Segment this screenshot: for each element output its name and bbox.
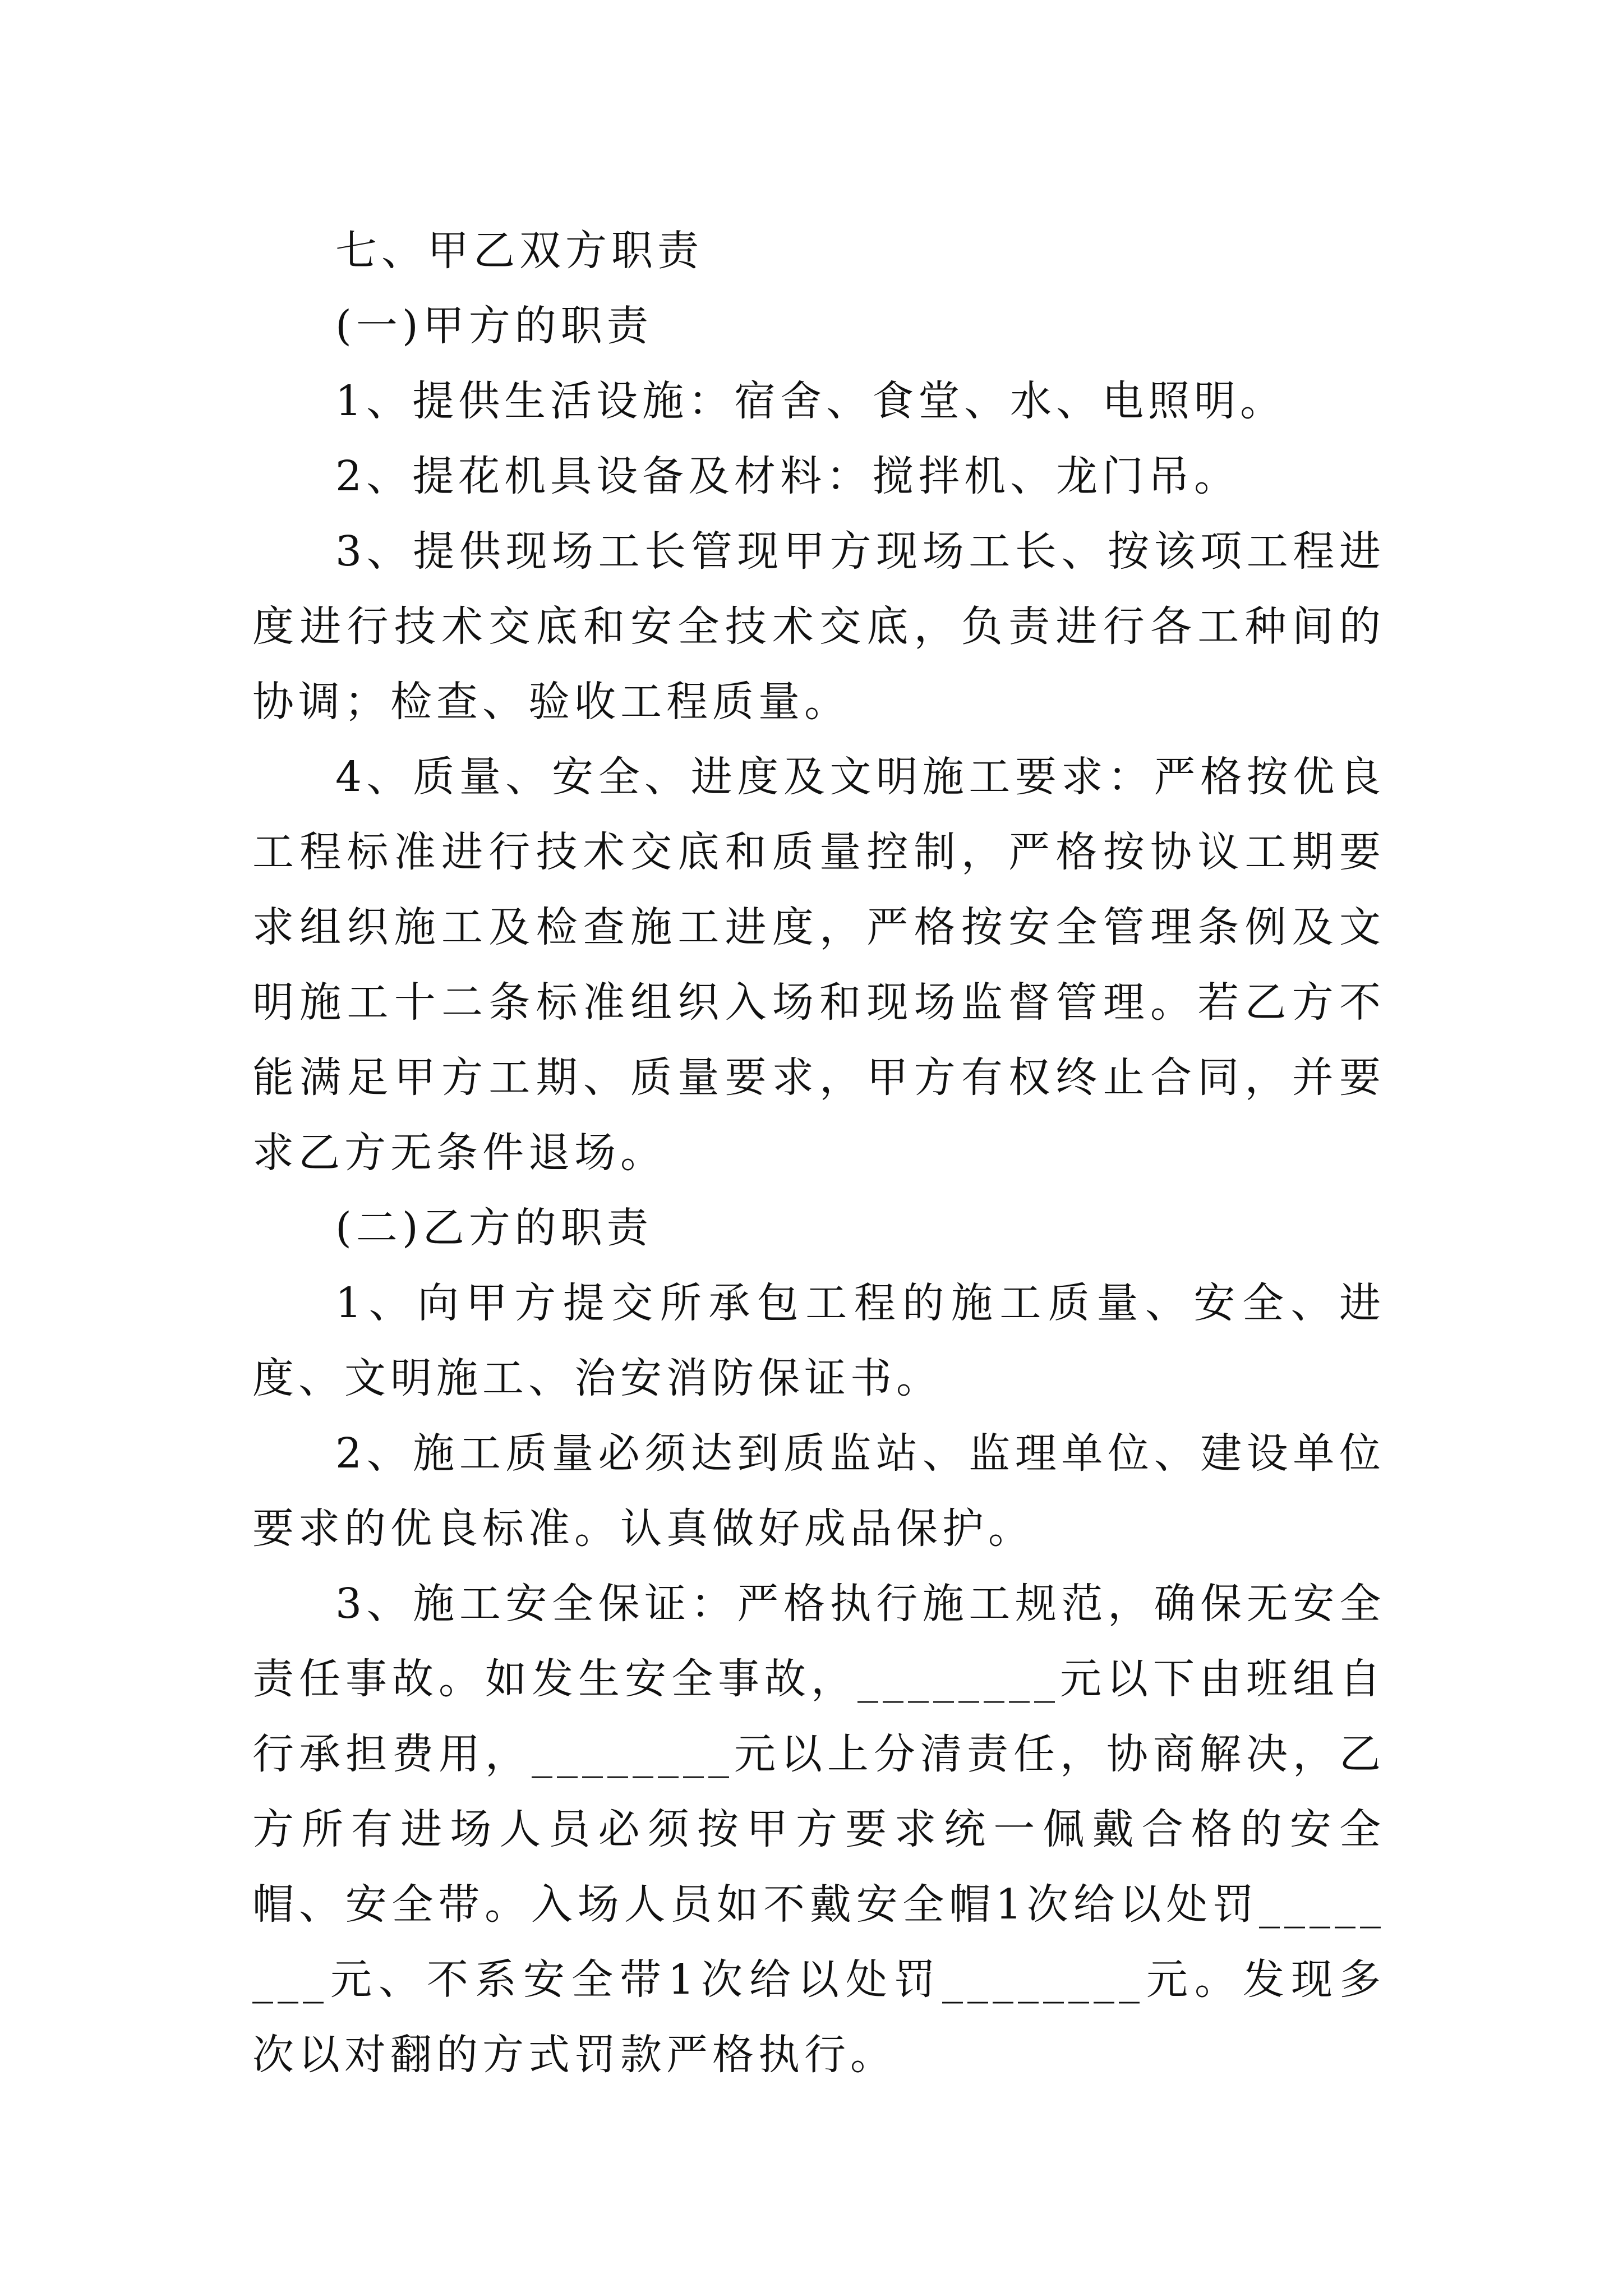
- party-a-item-2: 2、提花机具设备及材料：搅拌机、龙门吊。: [335, 452, 1241, 500]
- subheading-party-a-duties: (一)甲方的职责: [335, 302, 653, 350]
- subheading-party-b-duties: (二)乙方的职责: [335, 1204, 653, 1252]
- section-heading-duties: 七、甲乙双方职责: [335, 227, 703, 275]
- party-b-item-3: 3、施工安全保证：严格执行施工规范，确保无安全责任事故。如发生安全事故，________元以下由班组自行承担费用，________元以上分清责任，协商解决，乙方所有进场人员必须按甲方要求统一佩戴合格的安全帽、安全带。入场人员如不戴安全帽1次给以处罚________元、不系安全带1次给以处罚________元。发现多次以对翻的方式罚款严格执行。: [252, 1580, 1385, 2079]
- party-b-item-1: 1、向甲方提交所承包工程的施工质量、安全、进度、文明施工、治安消防保证书。: [252, 1279, 1385, 1402]
- party-a-item-1: 1、提供生活设施：宿舍、食堂、水、电照明。: [335, 377, 1287, 425]
- party-a-item-4: 4、质量、安全、进度及文明施工要求：严格按优良工程标准进行技术交底和质量控制，严格按协议工期要求组织施工及检查施工进度，严格按安全管理条例及文明施工十二条标准组织入场和现场监督管理。若乙方不能满足甲方工期、质量要求，甲方有权终止合同，并要求乙方无条件退场。: [252, 753, 1385, 1177]
- document-body: [252, 213, 1385, 2092]
- party-a-item-3: 3、提供现场工长管现甲方现场工长、按该项工程进度进行技术交底和安全技术交底，负责进行各工种间的协调；检查、验收工程质量。: [252, 527, 1385, 726]
- party-b-item-2: 2、施工质量必须达到质监站、监理单位、建设单位要求的优良标准。认真做好成品保护。: [252, 1429, 1385, 1553]
